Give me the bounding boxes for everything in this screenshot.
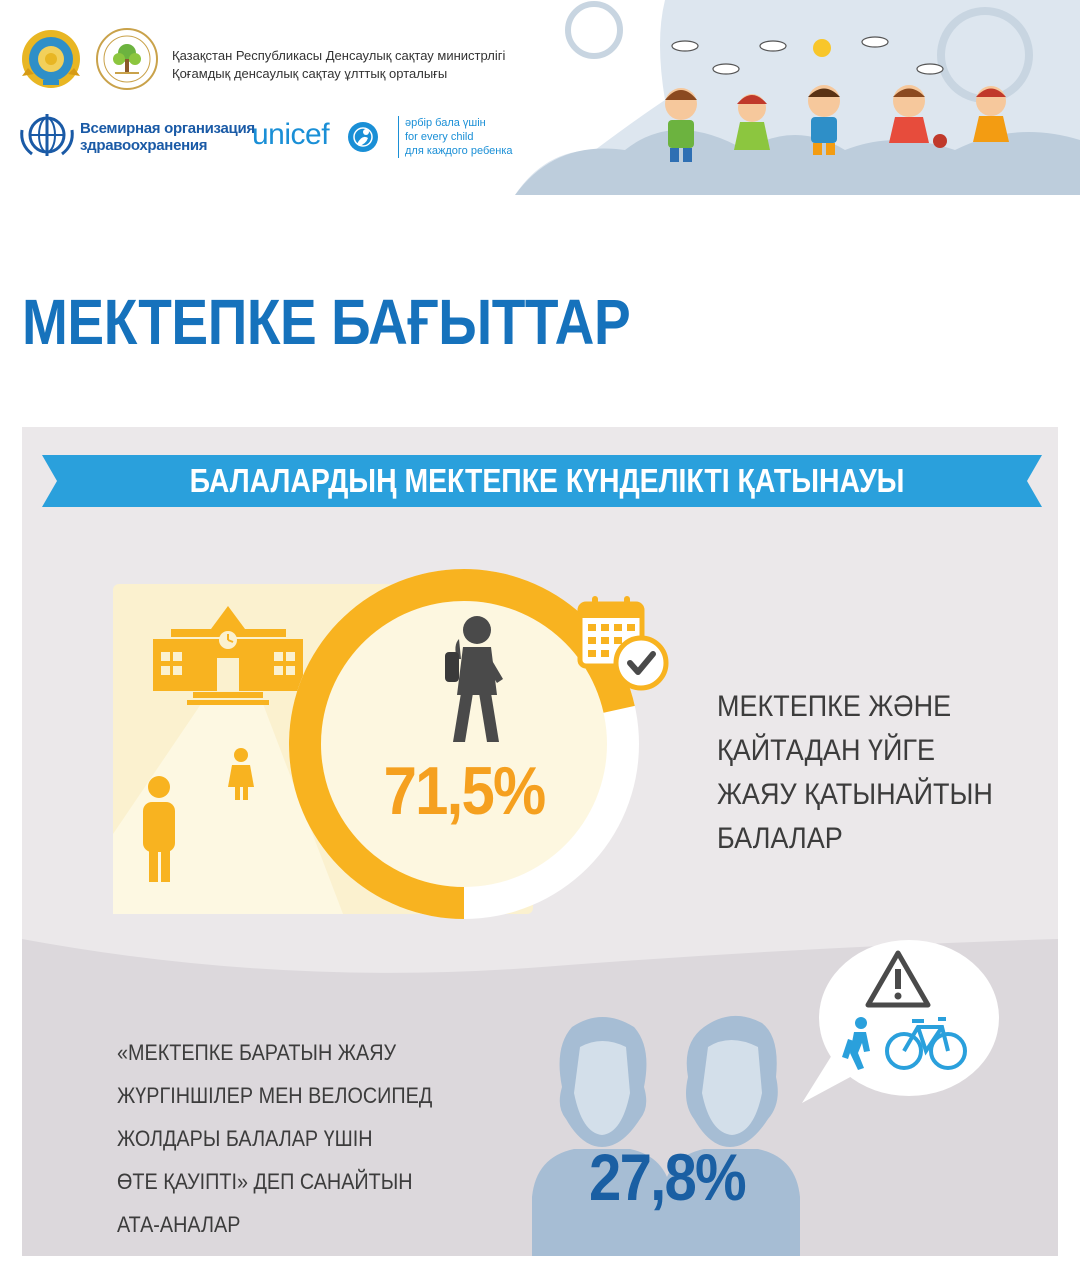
walk-desc-line-1: МЕКТЕПКЕ ЖӘНЕ: [717, 690, 952, 723]
who-logo-icon: [18, 110, 76, 160]
danger-desc-line-2: ЖҮРГІНШІЛЕР МЕН ВЕЛОСИПЕД: [117, 1083, 433, 1108]
ministry-name: [172, 47, 505, 83]
danger-desc-line-4: ӨТЕ ҚАУІПТІ» ДЕП САНАЙТЫН: [117, 1169, 413, 1194]
header: [0, 0, 1080, 195]
walk-description: [717, 685, 993, 861]
unicef-name: unicef: [252, 118, 330, 151]
unicef-tag-1: әрбір бала үшін: [405, 117, 486, 129]
danger-percent: 27,8%: [589, 1140, 745, 1214]
unicef-tag-2: for every child: [405, 131, 474, 143]
kz-emblem-icon: [20, 28, 82, 90]
unicef-tag-3: для каждого ребенка: [405, 145, 513, 157]
who-line-2: здравоохранения: [80, 137, 208, 154]
calendar-check-icon: [574, 592, 674, 692]
page-title: МЕКТЕПКЕ БАҒЫТТАР: [22, 286, 631, 358]
danger-desc-line-5: АТА-АНАЛАР: [117, 1212, 241, 1237]
ministry-line-2: Қоғамдық денсаулық сақтау ұлттық орталығы: [172, 66, 448, 81]
section-banner-text: БАЛАЛАРДЫҢ МЕКТЕПКЕ КҮНДЕЛІКТІ ҚАТЫНАУЫ: [189, 462, 905, 499]
danger-desc-line-3: ЖОЛДАРЫ БАЛАЛАР ҮШІН: [117, 1126, 373, 1151]
danger-description: [117, 1031, 432, 1246]
parents-icon: [522, 1007, 822, 1256]
walk-desc-line-4: БАЛАЛАР: [717, 822, 843, 855]
infographic-panel: [22, 427, 1058, 1256]
kids-illustration: [515, 0, 1080, 195]
walk-percent: 71,5%: [383, 753, 545, 829]
ministry-line-1: Қазақстан Республикасы Денсаулық сақтау министрлігі: [172, 48, 506, 63]
unicef-tagline: [398, 116, 513, 158]
walk-desc-line-3: ЖАЯУ ҚАТЫНАЙТЫН: [717, 778, 993, 811]
speech-bubble: [792, 935, 1002, 1105]
who-line-1: Всемирная организация: [80, 120, 255, 137]
who-name: [80, 120, 255, 154]
unicef-logo-icon: [346, 120, 380, 154]
health-center-logo-icon: [95, 27, 159, 91]
danger-desc-line-1: «МЕКТЕПКЕ БАРАТЫН ЖАЯУ: [117, 1040, 397, 1065]
walk-desc-line-2: ҚАЙТАДАН ҮЙГЕ: [717, 734, 935, 767]
